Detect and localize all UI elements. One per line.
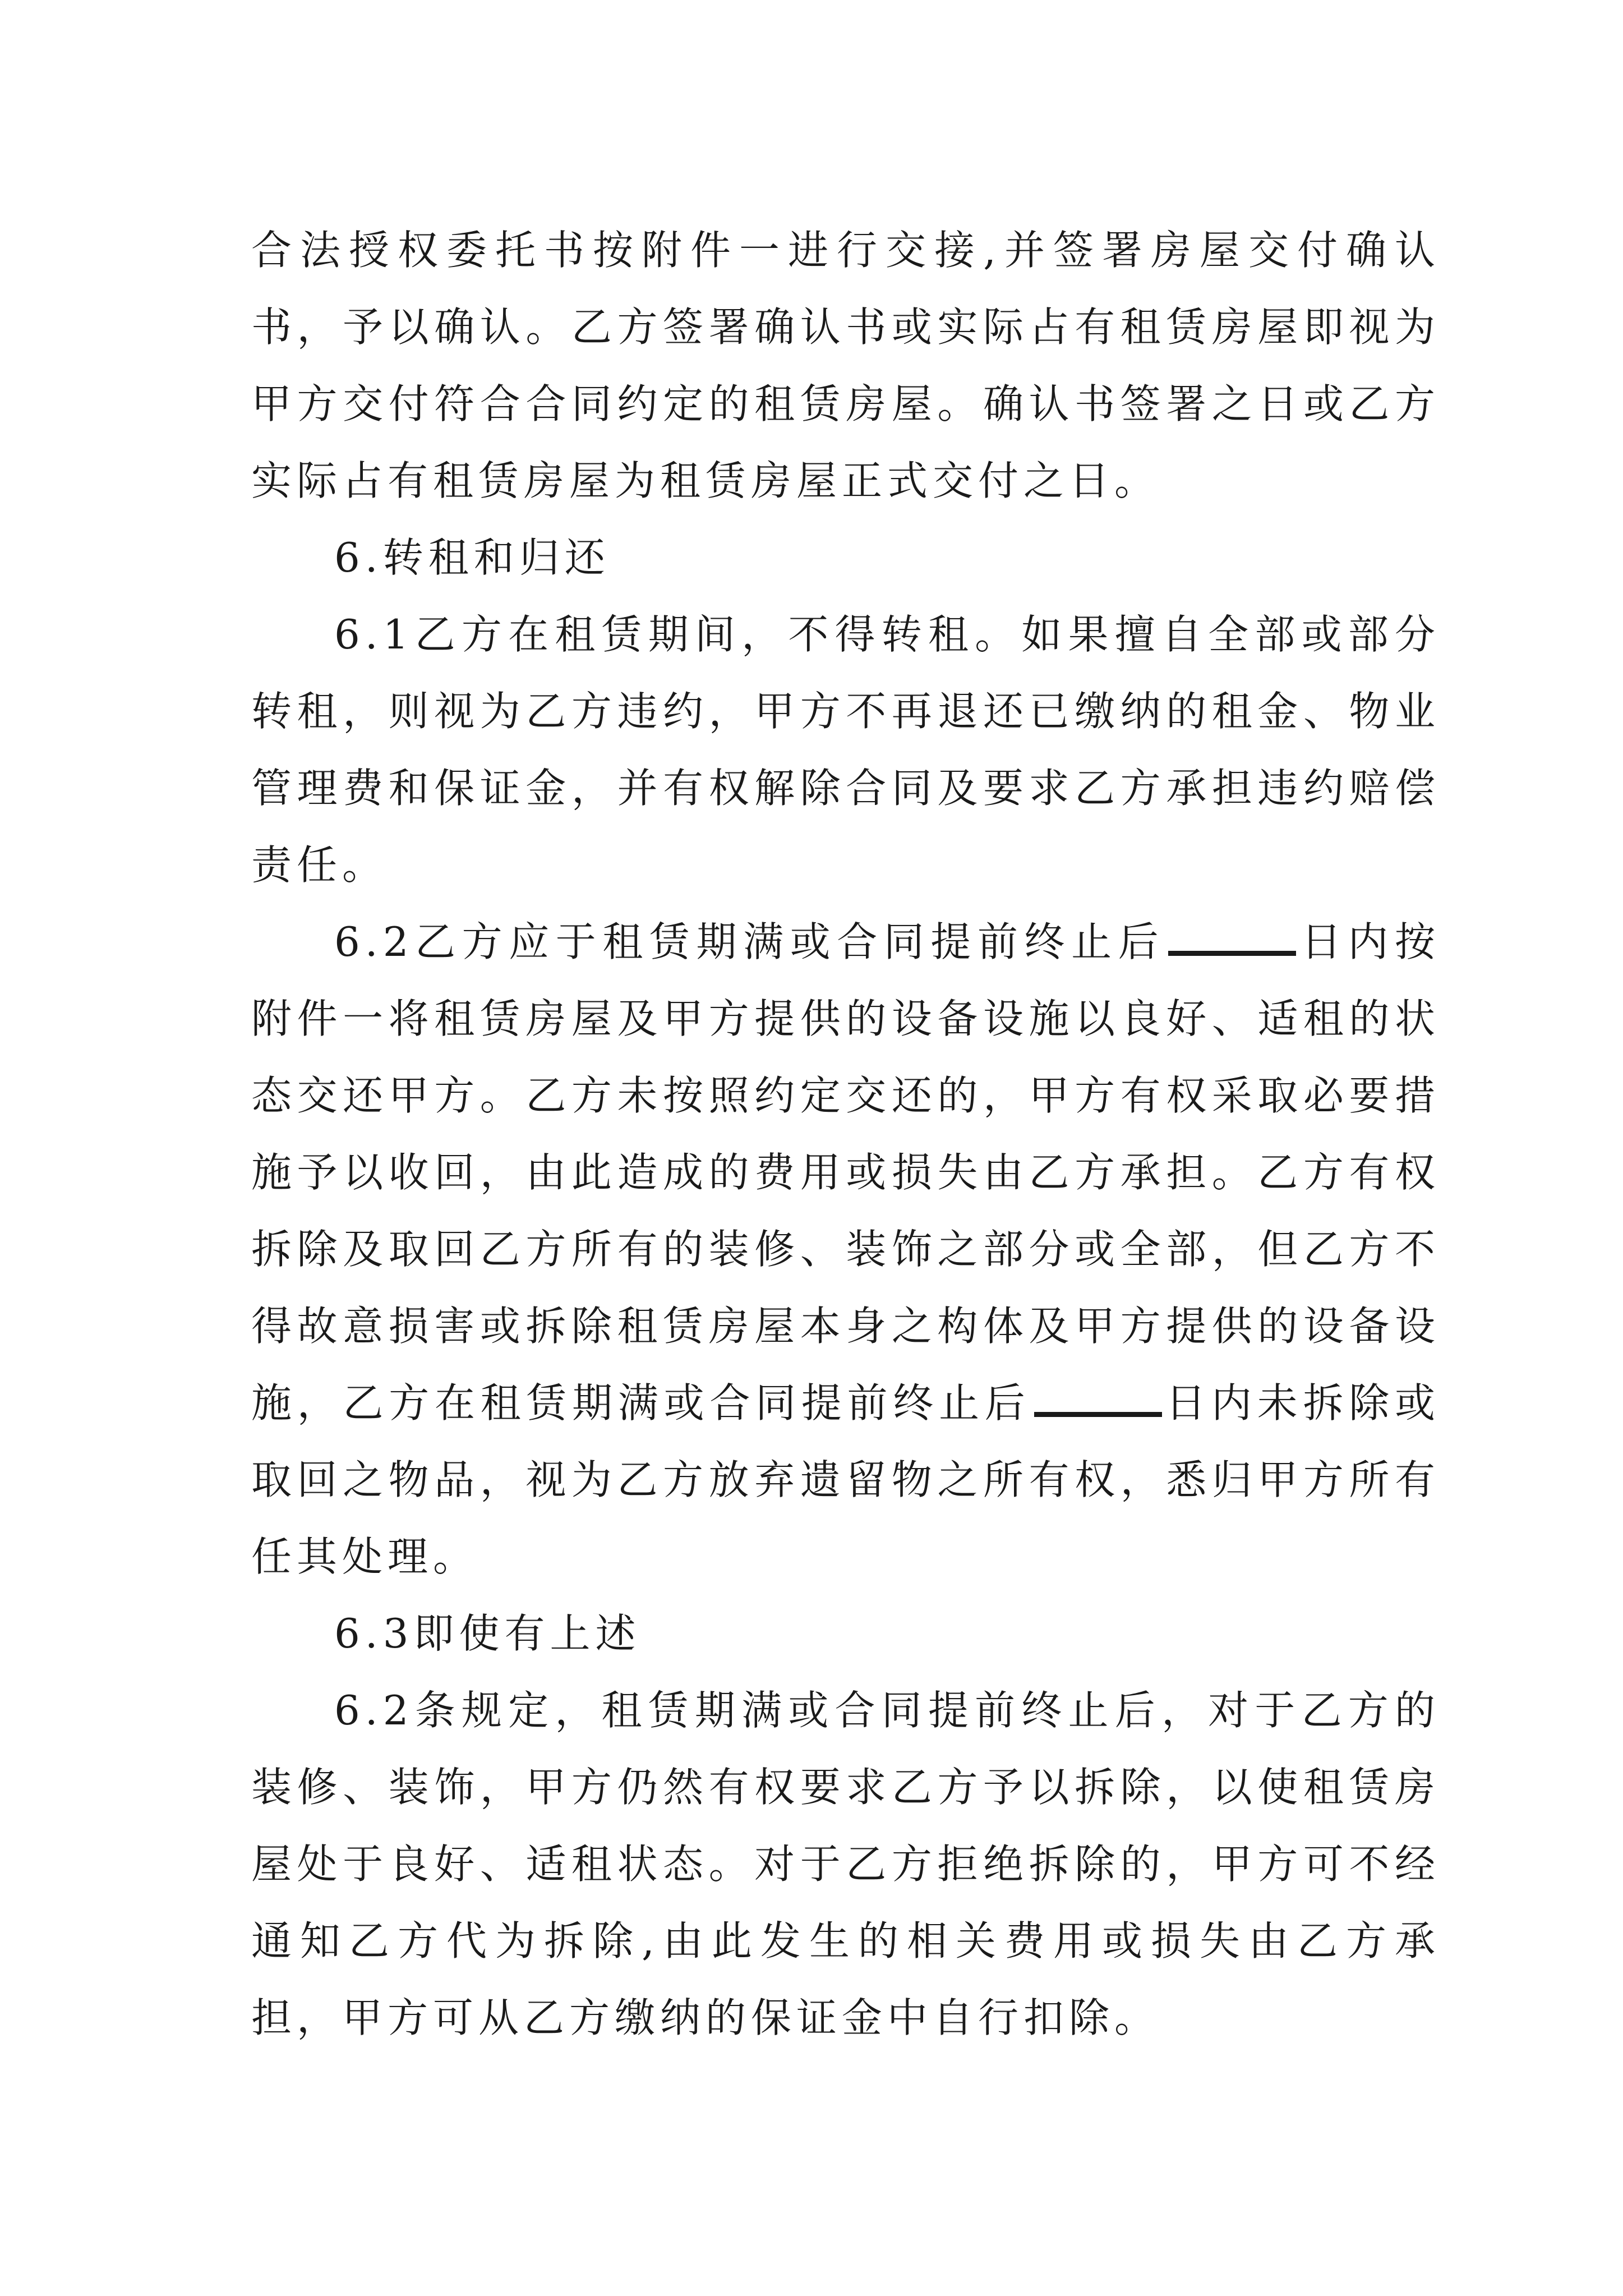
clause-text-part-2: 日内按附件一将租赁房屋及甲方提供的设备设施以良好、适租的状态交还甲方。乙方未按照约定交还的，甲方有权采取必要措施予以收回，由此造成的费用或损失由乙方承担。乙方有权拆除及取回乙方所有的装修、装饰之部分或全部，但乙方不得故意损害或拆除租赁房屋本身之构体及甲方提供的设备设施，乙方在租赁期满或合同提前终止后 <box>251 918 1440 1427</box>
document-body <box>251 212 1440 2056</box>
heading-text: 6.转租和归还 <box>334 534 610 581</box>
clause-6-2 <box>251 904 1440 1595</box>
section-heading-sublet-and-return <box>251 519 1440 596</box>
clause-text-part-3: 日内未拆除或取回之物品，视为乙方放弃遗留物之所有权，悉归甲方所有任其处理。 <box>251 1379 1440 1580</box>
clause-6-3 <box>251 1595 1440 1672</box>
clause-text: 6.2条规定，租赁期满或合同提前终止后，对于乙方的装修、装饰，甲方仍然有权要求乙方予以拆除，以使租赁房屋处于良好、适租状态。对于乙方拒绝拆除的，甲方可不经通知乙方代为拆除,由此发生的相关费用或损失由乙方承担，甲方可从乙方缴纳的保证金中自行扣除。 <box>251 1687 1440 2041</box>
fill-in-blank-days <box>1034 1378 1162 1417</box>
fill-in-blank-days <box>1168 917 1296 956</box>
paragraph-text: 合法授权委托书按附件一进行交接,并签署房屋交付确认书，予以确认。乙方签署确认书或实际占有租赁房屋即视为甲方交付符合合同约定的租赁房屋。确认书签署之日或乙方实际占有租赁房屋为租赁房屋正式交付之日。 <box>251 227 1440 504</box>
clause-text: 6.1乙方在租赁期间，不得转租。如果擅自全部或部分转租，则视为乙方违约，甲方不再退还已缴纳的租金、物业管理费和保证金，并有权解除合同及要求乙方承担违约赔偿责任。 <box>251 611 1440 889</box>
clause-text-part-1: 6.2乙方应于租赁期满或合同提前终止后 <box>334 918 1165 965</box>
clause-6-3-continuation <box>251 1672 1440 2056</box>
clause-6-1 <box>251 596 1440 904</box>
clause-text: 6.3即使有上述 <box>334 1610 641 1657</box>
paragraph-delivery-continuation <box>251 212 1440 519</box>
